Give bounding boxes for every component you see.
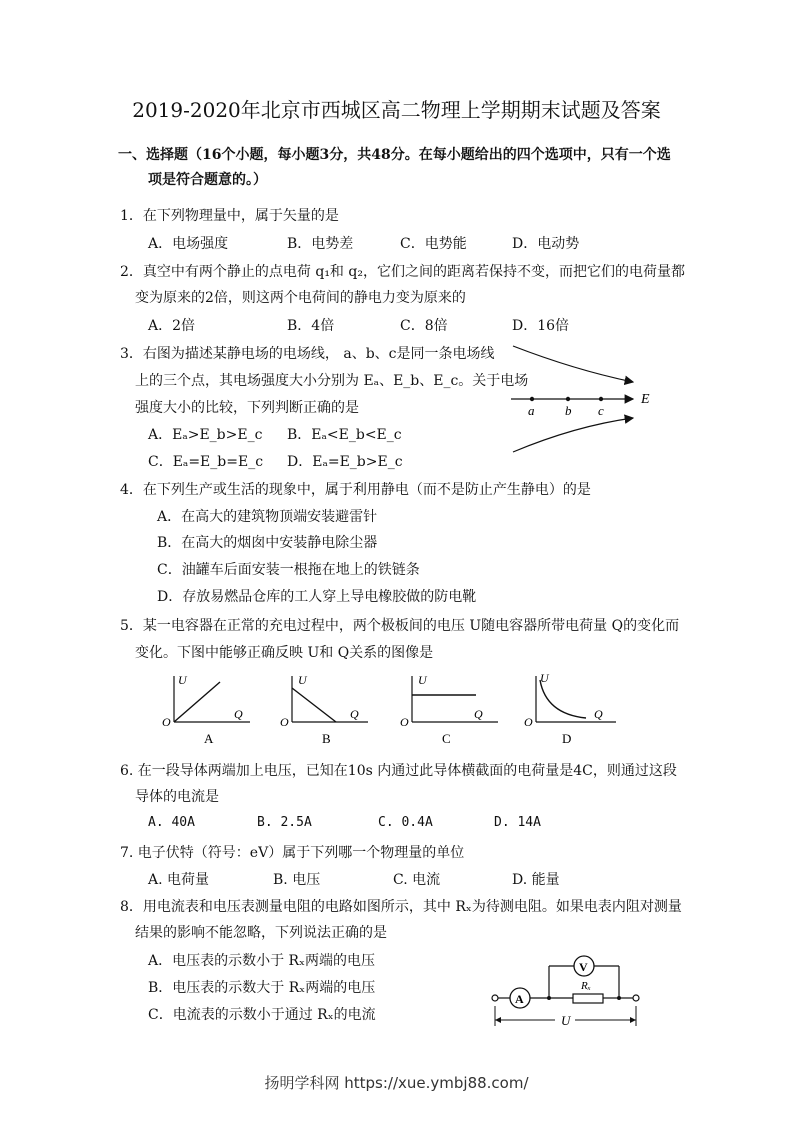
svg-text:U: U bbox=[418, 673, 427, 687]
q1-option-a: A．电场强度 bbox=[148, 236, 229, 252]
graph-b bbox=[280, 673, 368, 746]
question-1-text: 1．在下列物理量中，属于矢量的是 bbox=[120, 208, 339, 224]
svg-text:Q: Q bbox=[350, 707, 359, 721]
svg-text:U: U bbox=[540, 671, 549, 685]
question-2-line1: 2．真空中有两个静止的点电荷 q₁和 q₂，它们之间的距离若保持不变，而把它们的电荷量都 bbox=[120, 264, 685, 280]
q7-option-c: C. 电流 bbox=[393, 872, 441, 888]
q7-option-a: A. 电荷量 bbox=[148, 872, 210, 888]
circuit-diagram-figure bbox=[485, 950, 650, 1030]
graph-c-label: C bbox=[442, 731, 451, 746]
svg-text:Q: Q bbox=[234, 707, 243, 721]
q4-option-c: C．油罐车后面安装一根拖在地上的铁链条 bbox=[157, 562, 420, 578]
question-3-line1: 3．右图为描述某静电场的电场线， a、b、c是同一条电场线 bbox=[120, 346, 495, 362]
graph-b-label: B bbox=[322, 731, 331, 746]
section-heading-line1: 一、选择题（16个小题，每小题3分，共48分。在每小题给出的四个选项中，只有一个选 bbox=[118, 147, 671, 163]
q1-option-b: B．电势差 bbox=[287, 236, 354, 252]
resistor-symbol bbox=[573, 994, 603, 1003]
svg-text:Q: Q bbox=[594, 707, 603, 721]
graph-a bbox=[162, 673, 250, 746]
question-4-text: 4．在下列生产或生活的现象中，属于利用静电（而不是防止产生静电）的是 bbox=[120, 482, 591, 498]
voltage-label: U bbox=[561, 1013, 571, 1028]
svg-text:U: U bbox=[298, 673, 307, 687]
question-3-line3: 强度大小的比较，下列判断正确的是 bbox=[135, 400, 359, 416]
svg-text:O: O bbox=[400, 715, 409, 729]
point-b bbox=[566, 397, 570, 401]
label-field-e: E bbox=[641, 392, 650, 407]
question-8-line2: 结果的影响不能忽略，下列说法正确的是 bbox=[135, 925, 387, 941]
label-b: b bbox=[565, 403, 572, 418]
q6-option-a: A. 40A bbox=[148, 815, 195, 830]
resistor-label: Rₓ bbox=[581, 980, 591, 992]
point-c bbox=[599, 397, 603, 401]
terminal-right bbox=[633, 995, 639, 1001]
q3-option-c: C．Eₐ=E_b=E_c bbox=[148, 454, 264, 470]
q6-option-d: D. 14A bbox=[494, 815, 541, 830]
question-6-line1: 6. 在一段导体两端加上电压，已知在10s 内通过此导体横截面的电荷量是4C，则通过这段 bbox=[120, 763, 677, 779]
graph-c bbox=[400, 673, 498, 746]
ammeter-label: A bbox=[515, 992, 524, 1006]
question-6-line2: 导体的电流是 bbox=[135, 789, 219, 805]
question-5-line2: 变化。下图中能够正确反映 U和 Q关系的图像是 bbox=[135, 645, 434, 661]
q3-option-b: B．Eₐ<E_b<E_c bbox=[287, 427, 402, 443]
question-3-line2: 上的三个点，其电场强度大小分别为 Eₐ、E_b、E_c。关于电场 bbox=[135, 373, 529, 389]
svg-text:Q: Q bbox=[474, 707, 483, 721]
graph-b-line bbox=[292, 688, 336, 722]
graph-d-curve bbox=[540, 680, 586, 718]
q8-option-a: A．电压表的示数小于 Rₓ两端的电压 bbox=[148, 953, 376, 969]
q7-option-d: D. 能量 bbox=[512, 872, 560, 888]
graph-a-line bbox=[174, 682, 220, 722]
q4-option-b: B．在高大的烟囱中安装静电除尘器 bbox=[157, 535, 378, 551]
page-footer: 扬明学科网 https://xue.ymbj88.com/ bbox=[264, 1074, 529, 1092]
q2-option-d: D．16倍 bbox=[512, 318, 570, 334]
q1-option-d: D．电动势 bbox=[512, 236, 580, 252]
q2-option-c: C．8倍 bbox=[400, 318, 448, 334]
field-line-bottom bbox=[513, 418, 633, 452]
svg-text:U: U bbox=[178, 673, 187, 687]
q3-option-d: D．Eₐ=E_b>E_c bbox=[287, 454, 403, 470]
q2-option-a: A．2倍 bbox=[148, 318, 196, 334]
q7-option-b: B. 电压 bbox=[273, 872, 321, 888]
field-line-top bbox=[513, 346, 633, 382]
u-q-graphs-figure bbox=[150, 668, 620, 750]
q8-option-b: B．电压表的示数大于 Rₓ两端的电压 bbox=[148, 980, 376, 996]
q1-option-c: C．电势能 bbox=[400, 236, 467, 252]
svg-text:O: O bbox=[280, 715, 289, 729]
q4-option-a: A．在高大的建筑物顶端安装避雷针 bbox=[157, 509, 378, 525]
svg-text:O: O bbox=[162, 715, 171, 729]
label-c: c bbox=[598, 403, 604, 418]
point-a bbox=[530, 397, 534, 401]
question-8-line1: 8．用电流表和电压表测量电阻的电路如图所示，其中 Rₓ为待测电阻。如果电表内阻对测量 bbox=[120, 899, 682, 915]
q2-option-b: B．4倍 bbox=[287, 318, 335, 334]
page-title: 2019-2020年北京市西城区高二物理上学期期末试题及答案 bbox=[132, 98, 661, 122]
question-2-line2: 变为原来的2倍，则这两个电荷间的静电力变为原来的 bbox=[135, 290, 466, 306]
electric-field-lines-figure bbox=[505, 340, 665, 465]
q3-option-a: A．Eₐ>E_b>E_c bbox=[148, 427, 263, 443]
graph-d bbox=[524, 671, 616, 746]
graph-d-label: D bbox=[562, 731, 572, 746]
graph-a-label: A bbox=[204, 731, 214, 746]
label-a: a bbox=[528, 403, 535, 418]
q4-option-d: D．存放易燃品仓库的工人穿上导电橡胶做的防电靴 bbox=[157, 589, 477, 605]
section-heading-line2: 项是符合题意的。） bbox=[148, 172, 267, 188]
question-5-line1: 5．某一电容器在正常的充电过程中，两个极板间的电压 U随电容器所带电荷量 Q的变化而 bbox=[120, 618, 680, 634]
q8-option-c: C．电流表的示数小于通过 Rₓ的电流 bbox=[148, 1007, 376, 1023]
terminal-left bbox=[492, 995, 498, 1001]
voltmeter-label: V bbox=[579, 960, 588, 974]
svg-text:O: O bbox=[524, 715, 533, 729]
q6-option-b: B. 2.5A bbox=[257, 815, 312, 830]
q6-option-c: C. 0.4A bbox=[378, 815, 433, 830]
question-7-text: 7. 电子伏特（符号：eV）属于下列哪一个物理量的单位 bbox=[120, 845, 465, 861]
